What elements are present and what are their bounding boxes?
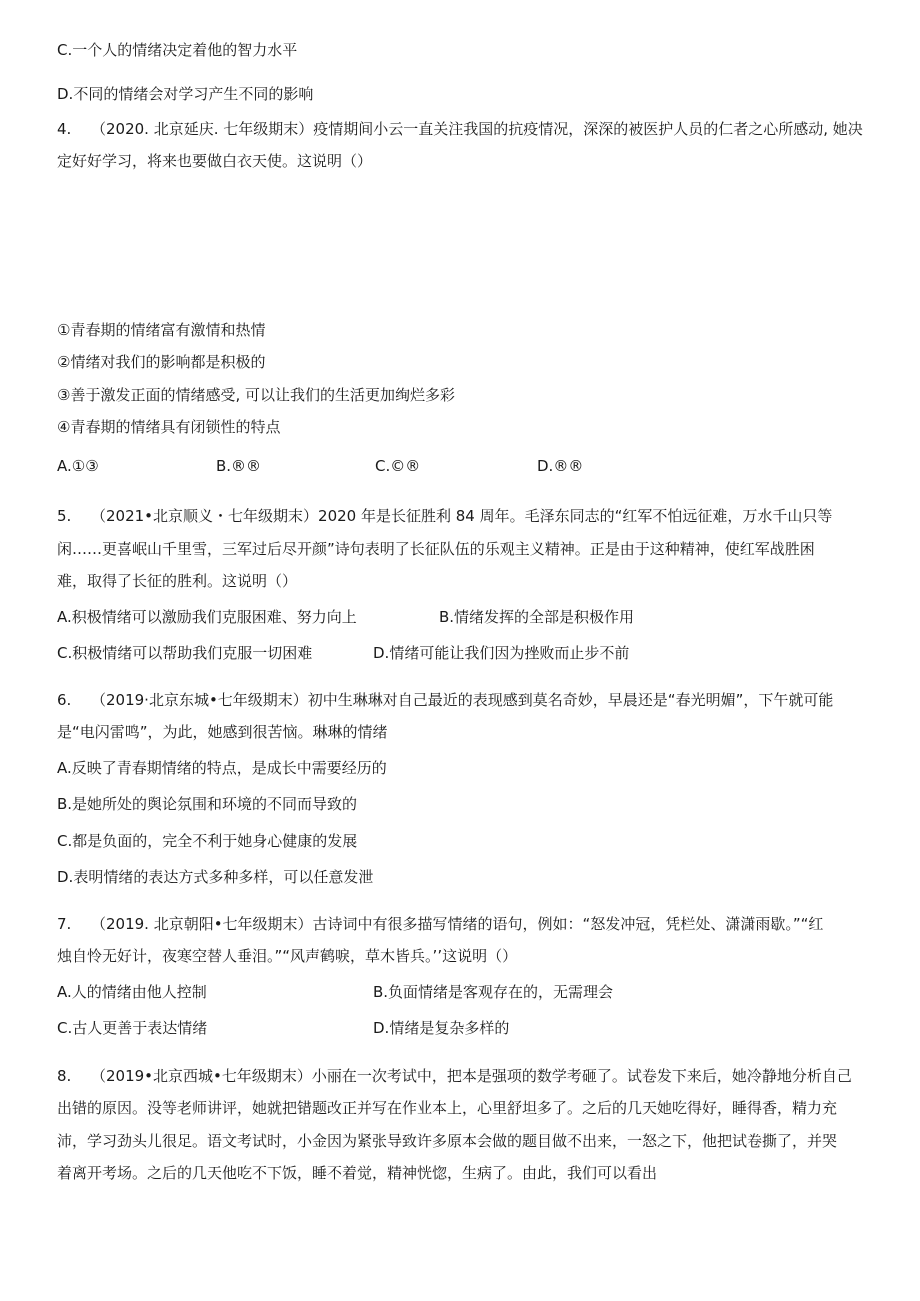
q4-item-1: ①青春期的情绪富有激情和热情 [57, 321, 266, 339]
q6-stem-line2: 是“电闪雷鸣”，为此，她感到很苦恼。琳琳的情绪 [57, 723, 388, 741]
q3-option-d: D.不同的情绪会对学习产生不同的影响 [57, 85, 314, 103]
q5-number: 5. [57, 507, 72, 525]
q6-option-d: D.表明情绪的表达方式多种多样，可以任意发泄 [57, 868, 374, 886]
q6-stem-text: （2019·北京东城•七年级期末）初中生琳琳对自己最近的表现感到莫名奇妙，早晨还是“春光明媚”，下午就可能 [91, 691, 834, 709]
q5-option-a: A.积极情绪可以激励我们克服困难、努力向上 [57, 608, 357, 626]
q5-option-d: D.情绪可能让我们因为挫败而止步不前 [373, 644, 630, 662]
q4-option-b: B.®® [216, 457, 262, 475]
q7-stem-text: （2019. 北京朝阳•七年级期末）古诗词中有很多描写情绪的语句，例如：“怒发冲冠，凭栏处、潇潇雨歇。”“红 [91, 915, 824, 933]
q4-option-c: C.©® [375, 457, 421, 475]
q8-stem-line1 [57, 1066, 852, 1086]
q8-stem-line3: 沛，学习劲头儿很足。语文考试时，小金因为紧张导致许多原本会做的题目做不出来，一怒之下，他把试卷撕了，并哭 [57, 1132, 838, 1150]
q6-option-b: B.是她所处的舆论氛围和环境的不同而导致的 [57, 795, 358, 813]
q7-option-a: A.人的情绪由他人控制 [57, 983, 207, 1001]
q7-stem-line2: 烛自怜无好计，夜寒空替人垂泪。”“风声鹤唳，草木皆兵。’’这说明（） [57, 947, 518, 965]
q5-option-c: C.积极情绪可以帮助我们克服一切困难 [57, 644, 313, 662]
q4-stem-line1 [57, 119, 863, 139]
q5-stem-line2: 闲……更喜岷山千里雪，三军过后尽开颜”诗句表明了长征队伍的乐观主义精神。正是由于这种精神，使红军战胜困 [57, 540, 815, 558]
q4-item-3: ③善于激发正面的情绪感受, 可以让我们的生活更加绚烂多彩 [57, 386, 455, 404]
q8-stem-text: （2019•北京西城•七年级期末）小丽在一次考试中，把本是强项的数学考砸了。试卷发下来后，她冷静地分析自己 [91, 1067, 852, 1085]
q8-number: 8. [57, 1067, 72, 1085]
q4-stem-line2: 定好好学习，将来也要做白衣天使。这说明（） [57, 152, 373, 170]
q4-number: 4. [57, 120, 72, 138]
q6-option-c: C.都是负面的，完全不利于她身心健康的发展 [57, 832, 358, 850]
q4-stem-text: （2020. 北京延庆. 七年级期末）疫情期间小云一直关注我国的抗疫情况，深深的被医护人员的仁者之心所感动, 她决 [91, 120, 863, 138]
q7-option-c: C.古人更善于表达情绪 [57, 1019, 208, 1037]
q3-option-c: C.一个人的情绪决定着他的智力水平 [57, 41, 298, 59]
q4-option-a: A.①③ [57, 457, 99, 475]
q5-stem-line3: 难，取得了长征的胜利。这说明（） [57, 572, 298, 590]
q7-number: 7. [57, 915, 72, 933]
q8-stem-line4: 着离开考场。之后的几天他吃不下饭，睡不着觉，精神恍惚，生病了。由此，我们可以看出 [57, 1164, 658, 1182]
q6-option-a: A.反映了青春期情绪的特点，是成长中需要经历的 [57, 759, 387, 777]
q5-stem-text: （2021•北京顺义・七年级期末）2020 年是长征胜利 84 周年。毛泽东同志的“红军不怕远征难，万水千山只等 [91, 507, 833, 525]
q7-stem-line1 [57, 914, 823, 934]
q7-option-b: B.负面情绪是客观存在的，无需理会 [373, 983, 614, 1001]
q6-number: 6. [57, 691, 72, 709]
q7-option-d: D.情绪是复杂多样的 [373, 1019, 510, 1037]
q6-stem-line1 [57, 690, 833, 710]
q4-option-d: D.®® [537, 457, 584, 475]
q8-stem-line2: 出错的原因。没等老师讲评，她就把错题改正并写在作业本上，心里舒坦多了。之后的几天她吃得好，睡得香，精力充 [57, 1099, 838, 1117]
q4-item-4: ④青春期的情绪具有闭锁性的特点 [57, 418, 281, 436]
q5-stem-line1 [57, 506, 832, 526]
q5-option-b: B.情绪发挥的全部是积极作用 [439, 608, 635, 626]
q4-item-2: ②情绪对我们的影响都是积极的 [57, 353, 266, 371]
